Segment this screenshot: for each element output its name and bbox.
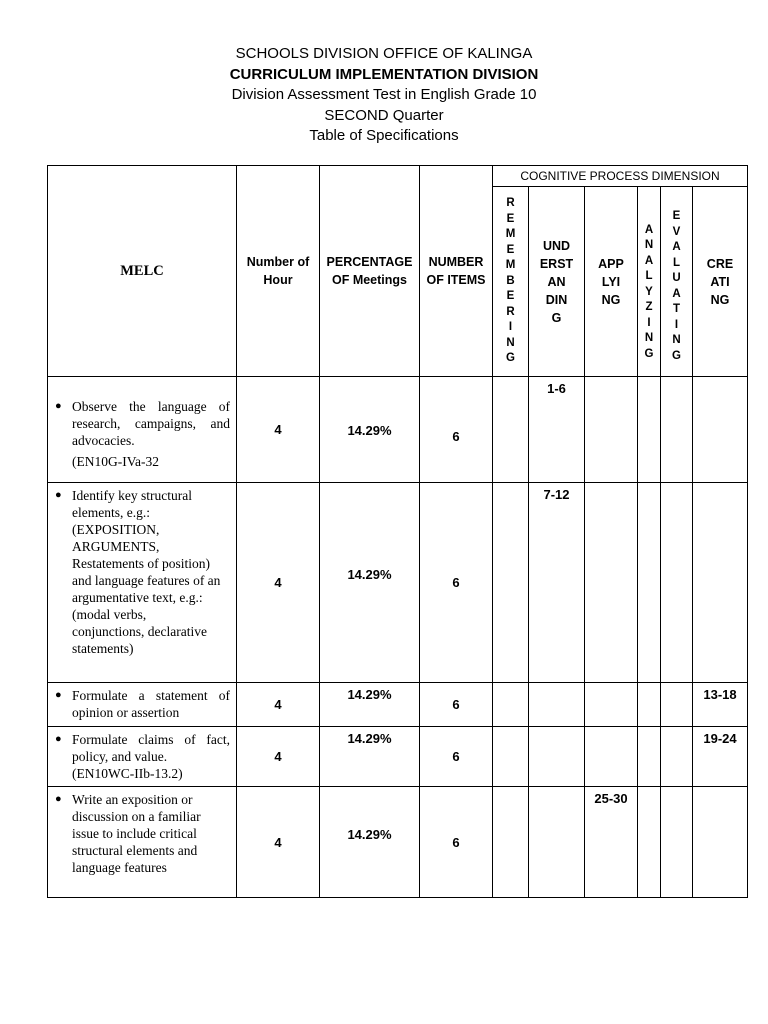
hours-cell: 4 [237,683,320,727]
items-header-line: NUMBER [428,255,484,269]
vertical-letter: N [672,334,681,346]
items-cell: 6 [420,683,493,727]
bullet-icon: ● [55,489,62,501]
applying-cell: 25-30 [585,787,638,898]
vertical-letter: G [672,349,681,362]
creating-line: ATI [710,274,730,289]
hours-cell: 4 [237,727,320,787]
vertical-letter: V [672,225,681,238]
melc-line: discussion on a familiar [72,809,201,824]
vertical-letter: M [505,259,516,272]
melc-line: language features [72,860,167,875]
melc-cell [48,727,237,787]
applying-line: APP [598,256,624,271]
vertical-letter: A [672,287,681,300]
remembering-cell [493,727,529,787]
melc-line: argumentative text, e.g.: [72,590,203,605]
understanding-cell [529,683,585,727]
melc-text: Formulate a statement of opinion or assertion [72,688,230,720]
percentage-cell: 14.29% [320,727,420,787]
table-row [48,787,748,898]
division-office-title: SCHOOLS DIVISION OFFICE OF KALINGA [235,45,533,62]
applying-header [585,187,638,377]
vertical-letter: E [672,210,681,222]
melc-line: Write an exposition or [72,792,193,807]
understanding-line: UND [542,238,571,253]
percentage-header-line: PERCENTAGE [326,255,413,269]
percentage-cell: 14.29% [320,483,420,683]
melc-line: statements) [72,641,134,656]
evaluating-cell [661,377,693,483]
melc-text [72,791,230,876]
quarter-label: SECOND Quarter [324,106,444,124]
items-header [420,166,493,377]
understanding-line: AN [547,274,566,289]
evaluating-cell [661,727,693,787]
table-row [48,377,748,483]
items-cell: 6 [420,727,493,787]
understanding-header [529,187,585,377]
creating-cell [693,787,748,898]
applying-line: LYI [601,274,621,289]
percentage-cell: 14.29% [320,377,420,483]
hours-header-line: Hour [263,273,293,287]
table-row [48,683,748,727]
vertical-letter: A [672,241,681,253]
vertical-letter: N [644,239,654,251]
percentage-cell: 14.29% [320,683,420,727]
melc-text: Observe the language of research, campaigns, and advocacies. [72,399,230,448]
hours-header-line: Number of [246,255,310,269]
creating-cell: 13-18 [693,683,748,727]
bullet-icon: ● [55,400,62,412]
understanding-cell: 7-12 [529,483,585,683]
vertical-letter: E [506,243,515,256]
melc-line: ARGUMENTS, [72,539,160,554]
melc-line: conjunctions, declarative [72,624,207,639]
applying-cell [585,683,638,727]
assessment-title: Division Assessment Test in English Grade 10 [231,86,537,103]
hours-cell: 4 [237,483,320,683]
understanding-line: ERST [539,256,574,271]
melc-line: Identify key structural [72,488,192,503]
understanding-line: G [551,310,562,325]
items-cell: 6 [420,483,493,683]
creating-cell [693,377,748,483]
analyzing-cell [638,483,661,683]
melc-cell [48,377,237,483]
items-cell: 6 [420,787,493,898]
melc-text [72,487,230,657]
melc-cell [48,683,237,727]
evaluating-cell [661,483,693,683]
melc-line: structural elements and [72,843,198,858]
evaluating-header [661,187,693,377]
vertical-letter: Z [645,301,653,313]
understanding-cell: 1-6 [529,377,585,483]
creating-line: CRE [706,256,734,271]
melc-line: (EXPOSITION, [72,522,160,537]
vertical-letter: L [645,270,653,282]
analyzing-cell [638,787,661,898]
table-row [48,727,748,787]
hours-cell: 4 [237,377,320,483]
vertical-letter: M [505,228,516,241]
analyzing-label [638,223,660,363]
vertical-letter: L [672,256,681,269]
curriculum-division-title: CURRICULUM IMPLEMENTATION DIVISION [229,65,539,83]
analyzing-cell [638,683,661,727]
melc-line: issue to include critical [72,826,197,841]
remembering-cell [493,683,529,727]
applying-cell [585,483,638,683]
items-cell: 6 [420,377,493,483]
evaluating-cell [661,683,693,727]
remembering-header [493,187,529,377]
vertical-letter: I [508,321,513,334]
bullet-icon: ● [55,689,62,701]
melc-code: (EN10G-IVa-32 [72,454,159,469]
vertical-letter: I [647,316,651,329]
bullet-icon: ● [55,793,62,805]
understanding-cell [529,787,585,898]
bullet-icon: ● [55,733,62,745]
vertical-letter: G [644,347,654,360]
vertical-letter: E [506,212,515,225]
document-header [0,44,768,147]
table-row [48,483,748,683]
specifications-table [47,165,748,898]
melc-header: MELC [48,166,237,377]
table-title: Table of Specifications [309,127,459,144]
remembering-cell [493,377,529,483]
creating-cell: 19-24 [693,727,748,787]
cognitive-process-header: COGNITIVE PROCESS DIMENSION [493,166,748,187]
analyzing-cell [638,377,661,483]
melc-line: Restatements of position) [72,556,210,571]
applying-line: NG [601,292,621,307]
melc-cell [48,787,237,898]
vertical-letter: N [644,332,654,344]
analyzing-header [638,187,661,377]
vertical-letter: I [674,318,679,331]
items-header-line: OF ITEMS [426,273,486,287]
creating-line: NG [710,292,730,307]
vertical-letter: Y [645,285,653,298]
applying-cell [585,377,638,483]
vertical-letter: T [672,303,681,315]
vertical-letter: N [506,336,515,349]
vertical-letter: A [644,223,654,236]
creating-header [693,187,748,377]
melc-line: (modal verbs, [72,607,147,622]
remembering-label [493,196,528,367]
melc-line: elements, e.g.: [72,505,150,520]
evaluating-label [661,209,692,364]
melc-cell [48,483,237,683]
percentage-header [320,166,420,377]
vertical-letter: R [506,197,515,210]
understanding-line: DIN [545,292,568,307]
melc-line: and language features of an [72,573,221,588]
applying-cell [585,727,638,787]
hours-header [237,166,320,377]
remembering-cell [493,787,529,898]
creating-cell [693,483,748,683]
vertical-letter: A [644,254,654,267]
vertical-letter: G [506,352,515,365]
vertical-letter: E [506,290,515,303]
evaluating-cell [661,787,693,898]
vertical-letter: U [672,272,681,284]
analyzing-cell [638,727,661,787]
melc-text: Formulate claims of fact, policy, and value. [72,732,230,764]
percentage-header-line: OF Meetings [331,273,407,287]
remembering-cell [493,483,529,683]
percentage-cell: 14.29% [320,787,420,898]
melc-code: (EN10WC-IIb-13.2) [72,766,183,781]
hours-cell: 4 [237,787,320,898]
vertical-letter: B [506,274,515,287]
vertical-letter: R [506,305,515,318]
understanding-cell [529,727,585,787]
